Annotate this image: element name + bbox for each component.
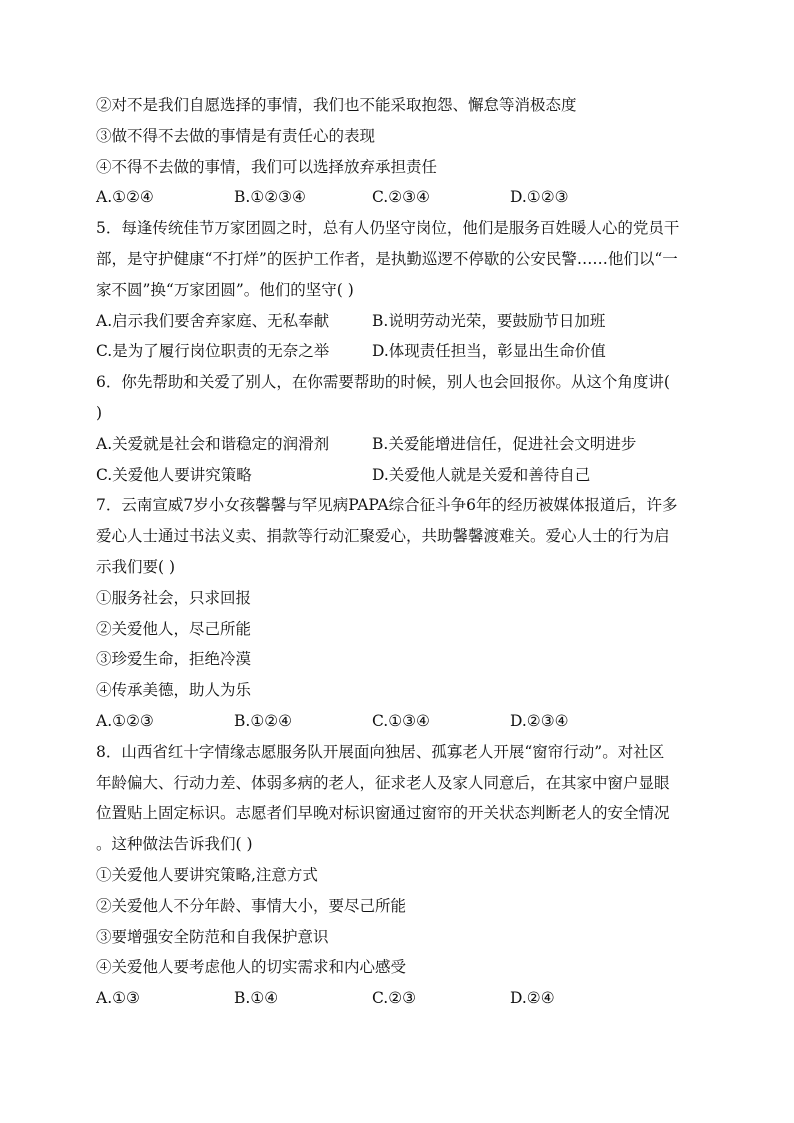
statement-item: ①服务社会，只求回报 [96, 588, 252, 607]
statement-item: ①关爱他人要讲究策略,注意方式 [96, 865, 318, 884]
question-4-continued [96, 90, 702, 213]
question-stem-line: 位置贴上固定标识。志愿者们早晚对标识窗通过窗帘的开关状态判断老人的安全情况 [96, 804, 670, 823]
option-b: B.说明劳动光荣，要鼓励节日加班 [372, 311, 606, 330]
statement-item: ④不得不去做的事情，我们可以选择放弃承担责任 [96, 157, 438, 176]
answer-options-row [96, 336, 702, 367]
statement-item: ③珍爱生命，拒绝冷漠 [96, 650, 252, 669]
answer-options-row [96, 306, 702, 337]
option-a: A.①②④ [96, 188, 154, 207]
option-c: C.是为了履行岗位职责的无奈之举 [96, 342, 330, 361]
question-stem-line: ) [96, 403, 103, 422]
question-stem-line: 。这种做法告诉我们( ) [96, 835, 253, 854]
question-stem-line: 6．你先帮助和关爱了别人，在你需要帮助的时候，别人也会回报你。从这个角度讲( [96, 373, 670, 392]
option-c: C.关爱他人要讲究策略 [96, 465, 252, 484]
statement-item: ②关爱他人不分年龄、事情大小，要尽己所能 [96, 896, 407, 915]
statement-item: ④传承美德，助人为乐 [96, 681, 252, 700]
question-7 [96, 490, 702, 736]
question-stem-line: 8．山西省红十字情缘志愿服务队开展面向独居、孤寡老人开展“窗帘行动”。对社区 [96, 742, 665, 761]
option-b: B.①②③④ [234, 188, 306, 207]
statement-item: ④关爱他人要考虑他人的切实需求和内心感受 [96, 958, 407, 977]
option-d: D.关爱他人就是关爱和善待自己 [372, 465, 591, 484]
answer-options-row [96, 460, 702, 491]
question-stem-line: 爱心人士通过书法义卖、捐款等行动汇聚爱心，共助馨馨渡难关。爱心人士的行为启 [96, 527, 670, 546]
option-a: A.关爱就是社会和谐稳定的润滑剂 [96, 434, 330, 453]
question-5 [96, 213, 702, 367]
answer-options [96, 706, 702, 737]
question-stem-line: 年龄偏大、行动力差、体弱多病的老人，征求老人及家人同意后，在其家中窗户显眼 [96, 773, 670, 792]
option-b: B.①④ [234, 989, 279, 1008]
statement-item: ②对不是我们自愿选择的事情，我们也不能采取抱怨、懈怠等消极态度 [96, 96, 577, 114]
statement-item: ②关爱他人，尽己所能 [96, 619, 252, 638]
question-8 [96, 737, 702, 1014]
question-stem-line: 5．每逢传统佳节万家团圆之时，总有人仍坚守岗位，他们是服务百姓暖人心的党员干 [96, 219, 680, 238]
answer-options [96, 182, 702, 213]
statement-item: ③做不得不去做的事情是有责任心的表现 [96, 126, 376, 145]
question-stem-line: 7．云南宣威7岁小女孩馨馨与罕见病PAPA综合征斗争6年的经历被媒体报道后，许多 [96, 496, 678, 515]
statement-item: ③要增强安全防范和自我保护意识 [96, 927, 329, 946]
answer-options [96, 983, 702, 1014]
option-b: B.①②④ [234, 711, 293, 730]
option-c: C.①③④ [372, 711, 430, 730]
option-a: A.启示我们要舍弃家庭、无私奉献 [96, 311, 330, 330]
option-b: B.关爱能增进信任，促进社会文明进步 [372, 434, 637, 453]
question-stem-line: 部，是守护健康“不打烊”的医护工作者，是执勤巡逻不停歇的公安民警……他们以“一 [96, 249, 678, 268]
option-c: C.②③④ [372, 188, 430, 207]
answer-options-row [96, 429, 702, 460]
exam-page [96, 90, 702, 1014]
option-a: A.①③ [96, 989, 140, 1008]
option-a: A.①②③ [96, 711, 154, 730]
question-stem-line: 家不圆”换“万家团圆”。他们的坚守( ) [96, 280, 354, 299]
question-6 [96, 367, 702, 490]
option-c: C.②③ [372, 989, 417, 1008]
option-d: D.体现责任担当，彰显出生命价值 [372, 342, 606, 361]
option-d: D.②③④ [510, 711, 569, 730]
option-d: D.①②③ [510, 188, 569, 207]
option-d: D.②④ [510, 989, 555, 1008]
question-stem-line: 示我们要( ) [96, 557, 176, 576]
